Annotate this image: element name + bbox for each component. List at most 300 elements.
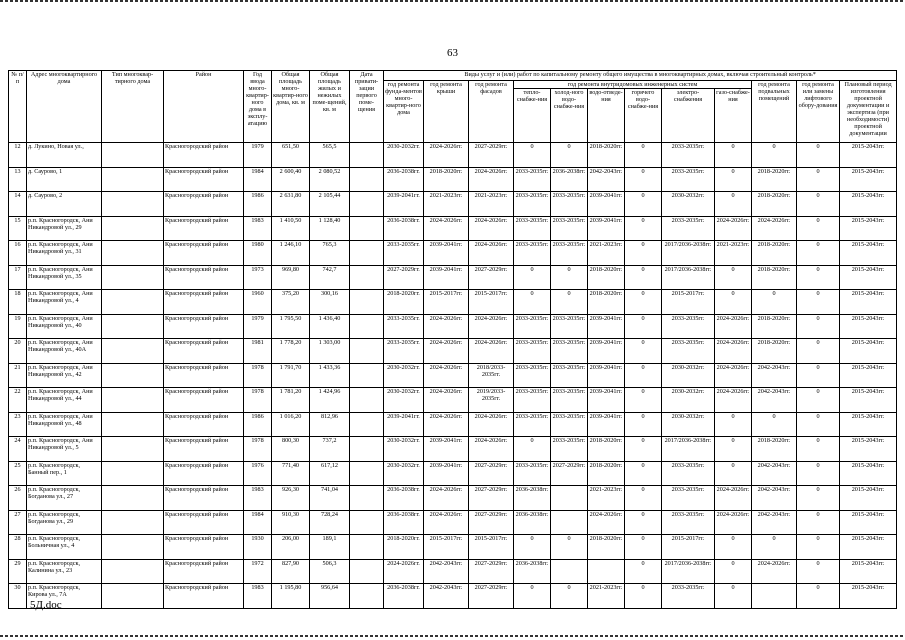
roof-cell: 2024-2026гг. — [424, 486, 469, 511]
gas-cell: 2024-2026гг. — [715, 363, 752, 388]
total-area-cell: 1 410,50 — [272, 216, 310, 241]
year-cell: 1976 — [244, 461, 272, 486]
row-number: 17 — [9, 265, 27, 290]
year-cell: 1986 — [244, 412, 272, 437]
facade-cell: 2027-2029гг. — [469, 584, 514, 609]
facade-cell: 2024-2026гг. — [469, 241, 514, 266]
electric-cell: 2017/2036-2038гг. — [662, 437, 715, 462]
elevator-cell: 0 — [797, 510, 840, 535]
gas-cell: 2024-2026гг. — [715, 216, 752, 241]
district-cell: Красногородский район — [164, 388, 244, 413]
elevator-cell: 0 — [797, 363, 840, 388]
heating-cell: 0 — [514, 535, 551, 560]
district-cell: Красногородский район — [164, 167, 244, 192]
privatization-cell — [350, 535, 384, 560]
living-area-cell: 617,12 — [310, 461, 350, 486]
basement-cell — [752, 584, 797, 609]
elevator-cell: 0 — [797, 461, 840, 486]
table-row — [9, 437, 897, 462]
hot-water-cell: 0 — [625, 290, 662, 315]
hot-water-cell: 0 — [625, 461, 662, 486]
gas-cell: 2021-2023гг. — [715, 241, 752, 266]
table-row — [9, 388, 897, 413]
privatization-cell — [350, 265, 384, 290]
facade-cell: 2024-2026гг. — [469, 167, 514, 192]
basement-cell: 2042-2043гг. — [752, 388, 797, 413]
electric-cell: 2017/2036-2038гг. — [662, 559, 715, 584]
hot-water-cell: 0 — [625, 314, 662, 339]
facade-cell: 2021-2023гг. — [469, 192, 514, 217]
privatization-cell — [350, 143, 384, 168]
district-cell: Красногородский район — [164, 314, 244, 339]
electric-cell: 2033-2035гг. — [662, 461, 715, 486]
district-cell: Красногородский район — [164, 559, 244, 584]
house-type-cell — [102, 535, 164, 560]
heating-cell: 2033-2035гг. — [514, 314, 551, 339]
house-type-cell — [102, 437, 164, 462]
gas-cell: 0 — [715, 412, 752, 437]
roof-cell: 2024-2026гг. — [424, 314, 469, 339]
hot-water-cell: 0 — [625, 167, 662, 192]
gas-cell: 0 — [715, 265, 752, 290]
table-row — [9, 143, 897, 168]
row-number: 30 — [9, 584, 27, 609]
hot-water-cell: 0 — [625, 265, 662, 290]
privatization-cell — [350, 363, 384, 388]
cold-water-cell: 2033-2035гг. — [551, 314, 588, 339]
foundation-cell: 2036-2038гг. — [384, 486, 424, 511]
planned-cell: 2015-2043гг. — [840, 265, 897, 290]
planned-cell: 2015-2043гг. — [840, 314, 897, 339]
roof-cell: 2039-2041гг. — [424, 265, 469, 290]
house-type-cell — [102, 388, 164, 413]
elevator-cell: 0 — [797, 535, 840, 560]
address-cell: р.п. Красногородск, Кирова ул., 7А — [27, 584, 102, 609]
living-area-cell: 1 128,40 — [310, 216, 350, 241]
sewage-cell: 2018-2020гг. — [588, 461, 625, 486]
foundation-cell: 2036-2038гг. — [384, 584, 424, 609]
house-type-cell — [102, 241, 164, 266]
privatization-cell — [350, 412, 384, 437]
address-cell: р.п. Красногородск, Ани Никандровой ул., 44 — [27, 388, 102, 413]
total-area-cell: 2 600,40 — [272, 167, 310, 192]
living-area-cell: 737,2 — [310, 437, 350, 462]
header-cold-water: холод-ного водо-снабже-ния — [551, 89, 588, 143]
sewage-cell: 2039-2041гг. — [588, 339, 625, 364]
privatization-cell — [350, 216, 384, 241]
planned-cell: 2015-2043гг. — [840, 535, 897, 560]
facade-cell: 2027-2029гг. — [469, 461, 514, 486]
elevator-cell: 0 — [797, 412, 840, 437]
cold-water-cell — [551, 510, 588, 535]
address-cell: р.п. Красногородск, Богданова ул., 29 — [27, 510, 102, 535]
district-cell: Красногородский район — [164, 510, 244, 535]
district-cell: Красногородский район — [164, 241, 244, 266]
address-cell: р.п. Красногородск, Богданова ул., 27 — [27, 486, 102, 511]
facade-cell: 2027-2029гг. — [469, 486, 514, 511]
total-area-cell: 969,80 — [272, 265, 310, 290]
hot-water-cell: 0 — [625, 412, 662, 437]
basement-cell: 2042-2043гг. — [752, 461, 797, 486]
elevator-cell: 0 — [797, 437, 840, 462]
header-gas: газо-снабже-ния — [715, 89, 752, 143]
district-cell: Красногородский район — [164, 290, 244, 315]
header-elevator: год ремонта или замены лифтового обору-дования — [797, 81, 840, 143]
year-cell: 1983 — [244, 486, 272, 511]
sewage-cell: 2018-2020гг. — [588, 437, 625, 462]
facade-cell: 2024-2026гг. — [469, 314, 514, 339]
electric-cell: 2033-2035гг. — [662, 486, 715, 511]
year-cell: 1978 — [244, 437, 272, 462]
cold-water-cell: 2033-2035гг. — [551, 241, 588, 266]
roof-cell: 2024-2026гг. — [424, 510, 469, 535]
electric-cell: 2033-2035гг. — [662, 167, 715, 192]
electric-cell: 2017/2036-2038гг. — [662, 241, 715, 266]
sewage-cell: 2039-2041гг. — [588, 388, 625, 413]
year-cell: 1986 — [244, 192, 272, 217]
table-row — [9, 412, 897, 437]
year-cell: 1979 — [244, 143, 272, 168]
address-cell: р.п. Красногородск, Ани Никандровой ул., 40А — [27, 339, 102, 364]
privatization-cell — [350, 510, 384, 535]
cold-water-cell: 2033-2035гг. — [551, 216, 588, 241]
living-area-cell: 956,64 — [310, 584, 350, 609]
elevator-cell: 0 — [797, 486, 840, 511]
total-area-cell: 1 016,20 — [272, 412, 310, 437]
planned-cell: 2015-2043гг. — [840, 363, 897, 388]
cold-water-cell: 2036-2038гг. — [551, 167, 588, 192]
foundation-cell: 2039-2041гг. — [384, 412, 424, 437]
privatization-cell — [350, 584, 384, 609]
facade-cell: 2027-2029гг. — [469, 265, 514, 290]
roof-cell: 2024-2026гг. — [424, 412, 469, 437]
header-engineering-group: год ремонта внутридомовых инженерных систем — [514, 81, 752, 89]
heating-cell: 2036-2038гг. — [514, 559, 551, 584]
privatization-cell — [350, 339, 384, 364]
living-area-cell: 1 436,40 — [310, 314, 350, 339]
sewage-cell: 2024-2026гг. — [588, 510, 625, 535]
heating-cell: 2036-2038гг. — [514, 486, 551, 511]
row-number: 28 — [9, 535, 27, 560]
district-cell: Красногородский район — [164, 535, 244, 560]
house-type-cell — [102, 192, 164, 217]
header-services-group: Виды услуг и (или) работ по капитальному ремонту общего имущества в многоквартирных домах, включая строительный контроль* — [384, 71, 897, 81]
row-number: 13 — [9, 167, 27, 192]
electric-cell: 2030-2032гг. — [662, 192, 715, 217]
heating-cell: 2033-2035гг. — [514, 363, 551, 388]
living-area-cell: 728,24 — [310, 510, 350, 535]
roof-cell: 2024-2026гг. — [424, 363, 469, 388]
planned-cell: 2015-2043гг. — [840, 216, 897, 241]
house-type-cell — [102, 339, 164, 364]
year-cell: 1983 — [244, 584, 272, 609]
living-area-cell: 1 424,96 — [310, 388, 350, 413]
gas-cell: 2024-2026гг. — [715, 510, 752, 535]
total-area-cell: 375,20 — [272, 290, 310, 315]
roof-cell: 2021-2023гг. — [424, 192, 469, 217]
row-number: 14 — [9, 192, 27, 217]
year-cell: 1978 — [244, 363, 272, 388]
sewage-cell: 2018-2020гг. — [588, 143, 625, 168]
heating-cell: 2033-2035гг. — [514, 339, 551, 364]
basement-cell: 0 — [752, 535, 797, 560]
heating-cell: 2033-2035гг. — [514, 461, 551, 486]
facade-cell: 2015-2017гг. — [469, 535, 514, 560]
electric-cell: 2033-2035гг. — [662, 216, 715, 241]
heating-cell: 2033-2035гг. — [514, 412, 551, 437]
hot-water-cell: 0 — [625, 486, 662, 511]
header-roof: год ремонта крыши — [424, 81, 469, 143]
capital-repair-table — [8, 70, 897, 609]
house-type-cell — [102, 216, 164, 241]
living-area-cell: 2 105,44 — [310, 192, 350, 217]
district-cell: Красногородский район — [164, 192, 244, 217]
row-number: 26 — [9, 486, 27, 511]
facade-cell: 2027-2029гг. — [469, 143, 514, 168]
sewage-cell: 2042-2043гг. — [588, 167, 625, 192]
roof-cell: 2039-2041гг. — [424, 241, 469, 266]
header-num: № п/п — [9, 71, 27, 143]
roof-cell: 2039-2041гг. — [424, 461, 469, 486]
cold-water-cell: 0 — [551, 535, 588, 560]
planned-cell: 2015-2043гг. — [840, 437, 897, 462]
house-type-cell — [102, 290, 164, 315]
privatization-cell — [350, 241, 384, 266]
roof-cell: 2042-2043гг. — [424, 559, 469, 584]
elevator-cell: 0 — [797, 167, 840, 192]
table-row — [9, 265, 897, 290]
total-area-cell: 1 246,10 — [272, 241, 310, 266]
table-row — [9, 510, 897, 535]
header-address: Адрес многоквартирного дома — [27, 71, 102, 143]
electric-cell: 2015-2017гг. — [662, 290, 715, 315]
row-number: 24 — [9, 437, 27, 462]
row-number: 27 — [9, 510, 27, 535]
basement-cell: 2024-2026гг. — [752, 216, 797, 241]
header-facade: год ремонта фасадов — [469, 81, 514, 143]
cold-water-cell — [551, 486, 588, 511]
gas-cell: 0 — [715, 559, 752, 584]
facade-cell: 2024-2026гг. — [469, 437, 514, 462]
house-type-cell — [102, 559, 164, 584]
hot-water-cell: 0 — [625, 559, 662, 584]
cold-water-cell: 0 — [551, 584, 588, 609]
basement-cell: 2018-2020гг. — [752, 241, 797, 266]
address-cell: д. Лукино, Новая ул., — [27, 143, 102, 168]
bottom-scan-edge — [0, 635, 905, 637]
row-number: 18 — [9, 290, 27, 315]
gas-cell: 2024-2026гг. — [715, 486, 752, 511]
basement-cell: 2024-2026гг. — [752, 559, 797, 584]
year-cell: 1984 — [244, 167, 272, 192]
cold-water-cell: 0 — [551, 290, 588, 315]
facade-cell: 2024-2026гг. — [469, 216, 514, 241]
address-cell: д. Саурово, 1 — [27, 167, 102, 192]
header-heating: тепло-снабже-ния — [514, 89, 551, 143]
electric-cell: 2033-2035гг. — [662, 584, 715, 609]
basement-cell: 0 — [752, 412, 797, 437]
elevator-cell: 0 — [797, 339, 840, 364]
gas-cell: 0 — [715, 437, 752, 462]
sewage-cell: 2018-2020гг. — [588, 535, 625, 560]
cold-water-cell: 2033-2035гг. — [551, 412, 588, 437]
electric-cell: 2033-2035гг. — [662, 510, 715, 535]
foundation-cell: 2030-2032гг. — [384, 461, 424, 486]
privatization-cell — [350, 192, 384, 217]
living-area-cell: 506,3 — [310, 559, 350, 584]
electric-cell: 2030-2032гг. — [662, 412, 715, 437]
sewage-cell: 2039-2041гг. — [588, 216, 625, 241]
facade-cell: 2024-2026гг. — [469, 339, 514, 364]
header-electric: электро-снабжения — [662, 89, 715, 143]
foundation-cell: 2030-2032гг. — [384, 388, 424, 413]
district-cell: Красногородский район — [164, 486, 244, 511]
privatization-cell — [350, 388, 384, 413]
header-total-area: Общая площадь много-квартир-ного дома, кв. м — [272, 71, 310, 143]
foundation-cell: 2024-2026гг. — [384, 559, 424, 584]
house-type-cell — [102, 510, 164, 535]
house-type-cell — [102, 265, 164, 290]
planned-cell: 2015-2043гг. — [840, 167, 897, 192]
privatization-cell — [350, 559, 384, 584]
hot-water-cell: 0 — [625, 437, 662, 462]
table-row — [9, 559, 897, 584]
elevator-cell: 0 — [797, 192, 840, 217]
address-cell: р.п. Красногородск, Ани Никандровой ул., 35 — [27, 265, 102, 290]
sewage-cell: 2039-2041гг. — [588, 192, 625, 217]
table-row — [9, 290, 897, 315]
row-number: 15 — [9, 216, 27, 241]
roof-cell: 2018-2020гг. — [424, 167, 469, 192]
row-number: 29 — [9, 559, 27, 584]
district-cell: Красногородский район — [164, 437, 244, 462]
living-area-cell: 741,04 — [310, 486, 350, 511]
living-area-cell: 1 303,00 — [310, 339, 350, 364]
gas-cell: 2024-2026гг. — [715, 388, 752, 413]
header-living-area: Общая площадь жилых и нежилых поме-щений, кв. м — [310, 71, 350, 143]
total-area-cell: 1 781,20 — [272, 388, 310, 413]
header-foundation: год ремонта фунда-ментов много-квартир-ного дома — [384, 81, 424, 143]
table-row — [9, 241, 897, 266]
foundation-cell: 2030-2032гг. — [384, 437, 424, 462]
address-cell: р.п. Красногородск, Ани Никандровой ул., 4 — [27, 290, 102, 315]
planned-cell: 2015-2043гг. — [840, 510, 897, 535]
hot-water-cell: 0 — [625, 339, 662, 364]
year-cell: 1981 — [244, 339, 272, 364]
basement-cell: 2018-2020гг. — [752, 437, 797, 462]
foundation-cell: 2033-2035гг. — [384, 314, 424, 339]
cold-water-cell: 2033-2035гг. — [551, 192, 588, 217]
row-number: 22 — [9, 388, 27, 413]
facade-cell: 2018/2033-2035гг. — [469, 363, 514, 388]
foundation-cell: 2018-2020гг. — [384, 535, 424, 560]
row-number: 23 — [9, 412, 27, 437]
table-row — [9, 339, 897, 364]
header-year: Год ввода много-квартир-ного дома в эксплу-атацию — [244, 71, 272, 143]
address-cell: р.п. Красногородск, Ани Никандровой ул., 40 — [27, 314, 102, 339]
planned-cell: 2015-2043гг. — [840, 143, 897, 168]
heating-cell: 2033-2035гг. — [514, 241, 551, 266]
district-cell: Красногородский район — [164, 339, 244, 364]
privatization-cell — [350, 486, 384, 511]
row-number: 16 — [9, 241, 27, 266]
house-type-cell — [102, 584, 164, 609]
table-row — [9, 192, 897, 217]
cold-water-cell — [551, 559, 588, 584]
gas-cell: 2024-2026гг. — [715, 339, 752, 364]
total-area-cell: 910,30 — [272, 510, 310, 535]
heating-cell: 2036-2038гг. — [514, 510, 551, 535]
sewage-cell: 2021-2023гг. — [588, 486, 625, 511]
roof-cell: 2015-2017гг. — [424, 290, 469, 315]
foundation-cell: 2018-2020гг. — [384, 290, 424, 315]
year-cell: 1980 — [244, 241, 272, 266]
heating-cell: 2033-2035гг. — [514, 167, 551, 192]
foundation-cell: 2030-2032гг. — [384, 143, 424, 168]
total-area-cell: 1 795,50 — [272, 314, 310, 339]
heating-cell: 0 — [514, 265, 551, 290]
total-area-cell: 1 791,70 — [272, 363, 310, 388]
table-row — [9, 461, 897, 486]
planned-cell: 2015-2043гг. — [840, 290, 897, 315]
planned-cell: 2015-2043гг. — [840, 388, 897, 413]
facade-cell: 2027-2029гг. — [469, 559, 514, 584]
footer-filename: 5Д.doc — [30, 599, 62, 611]
foundation-cell: 2033-2035гг. — [384, 339, 424, 364]
basement-cell: 2042-2043гг. — [752, 486, 797, 511]
table-row — [9, 486, 897, 511]
sewage-cell: 2018-2020гг. — [588, 265, 625, 290]
elevator-cell: 0 — [797, 290, 840, 315]
living-area-cell: 812,96 — [310, 412, 350, 437]
electric-cell: 2033-2035гг. — [662, 339, 715, 364]
header-privatization: Дата привати-зации первого поме-щения — [350, 71, 384, 143]
district-cell: Красногородский район — [164, 143, 244, 168]
district-cell: Красногородский район — [164, 216, 244, 241]
foundation-cell: 2033-2035гг. — [384, 241, 424, 266]
sewage-cell: 2021-2023гг. — [588, 584, 625, 609]
year-cell: 1979 — [244, 314, 272, 339]
basement-cell: 2042-2043гг. — [752, 510, 797, 535]
gas-cell: 0 — [715, 143, 752, 168]
address-cell: р.п. Красногородск, Банный пер., 1 — [27, 461, 102, 486]
house-type-cell — [102, 486, 164, 511]
cold-water-cell: 2033-2035гг. — [551, 363, 588, 388]
foundation-cell: 2036-2038гг. — [384, 167, 424, 192]
row-number: 25 — [9, 461, 27, 486]
header-district: Район — [164, 71, 244, 143]
row-number: 19 — [9, 314, 27, 339]
hot-water-cell: 0 — [625, 216, 662, 241]
hot-water-cell: 0 — [625, 584, 662, 609]
heating-cell: 2033-2035гг. — [514, 388, 551, 413]
basement-cell: 2018-2020гг. — [752, 339, 797, 364]
heating-cell: 2033-2035гг. — [514, 216, 551, 241]
living-area-cell: 742,7 — [310, 265, 350, 290]
house-type-cell — [102, 363, 164, 388]
facade-cell: 2015-2017гг. — [469, 290, 514, 315]
planned-cell: 2015-2043гг. — [840, 559, 897, 584]
total-area-cell: 827,90 — [272, 559, 310, 584]
header-hot-water: горячего водо-снабже-ния — [625, 89, 662, 143]
hot-water-cell: 0 — [625, 192, 662, 217]
electric-cell: 2030-2032гг. — [662, 363, 715, 388]
table-row — [9, 584, 897, 609]
cold-water-cell: 0 — [551, 143, 588, 168]
sewage-cell: 2018-2020гг. — [588, 290, 625, 315]
house-type-cell — [102, 143, 164, 168]
living-area-cell: 2 080,52 — [310, 167, 350, 192]
